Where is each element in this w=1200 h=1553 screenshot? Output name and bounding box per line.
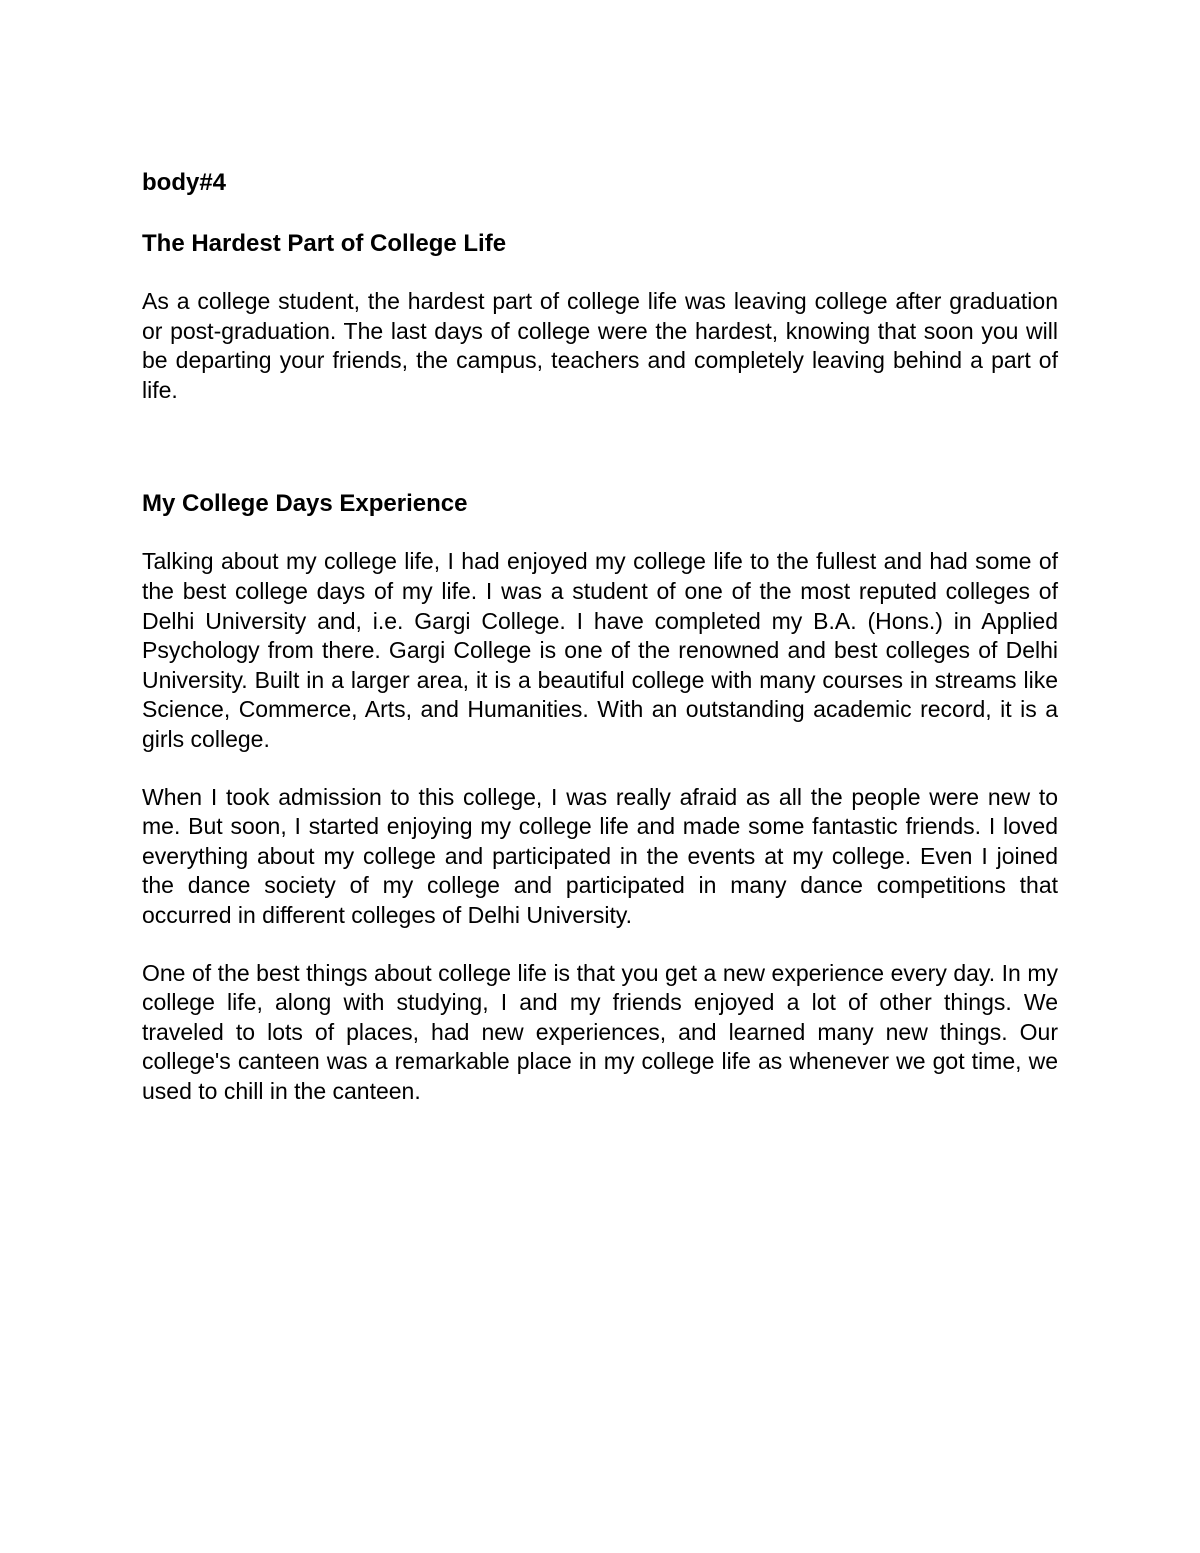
paragraph: Talking about my college life, I had enjoyed my college life to the fullest and had some of the best college days of my life. I was a student of one of the most reputed colleges of Delhi University and, i.e. Gargi College. I have completed my B.A. (Hons.) in Applied Psychology from there. Gargi College is one of the renowned and best colleges of Delhi University. Built in a larger area, it is a beautiful college with many courses in streams like Science, Commerce, Arts, and Humanities. With an outstanding academic record, it is a girls college.	[142, 548, 1058, 752]
document-label: body#4	[142, 169, 227, 196]
paragraph: When I took admission to this college, I was really afraid as all the people were new to me. But soon, I started enjoying my college life and made some fantastic friends. I loved everything about my college and participated in the events at my college. Even I joined the dance society of my college and participated in many dance competitions that occurred in different colleges of Delhi University.	[142, 783, 1058, 928]
section-heading: My College Days Experience	[142, 490, 468, 518]
paragraph: As a college student, the hardest part of college life was leaving college after graduation or post-graduation. The last days of college were the hardest, knowing that soon you will be departing your friends, the campus, teachers and completely leaving behind a part of life.	[142, 288, 1058, 403]
section-heading: The Hardest Part of College Life	[142, 230, 507, 257]
document-page	[142, 168, 1058, 1106]
paragraph: One of the best things about college life is that you get a new experience every day. In my college life, along with studying, I and my friends enjoyed a lot of other things. We traveled to lots of places, had new experiences, and learned many new things. Our college's canteen was a remarkable place in my college life as whenever we got time, we used to chill in the canteen.	[142, 959, 1058, 1104]
